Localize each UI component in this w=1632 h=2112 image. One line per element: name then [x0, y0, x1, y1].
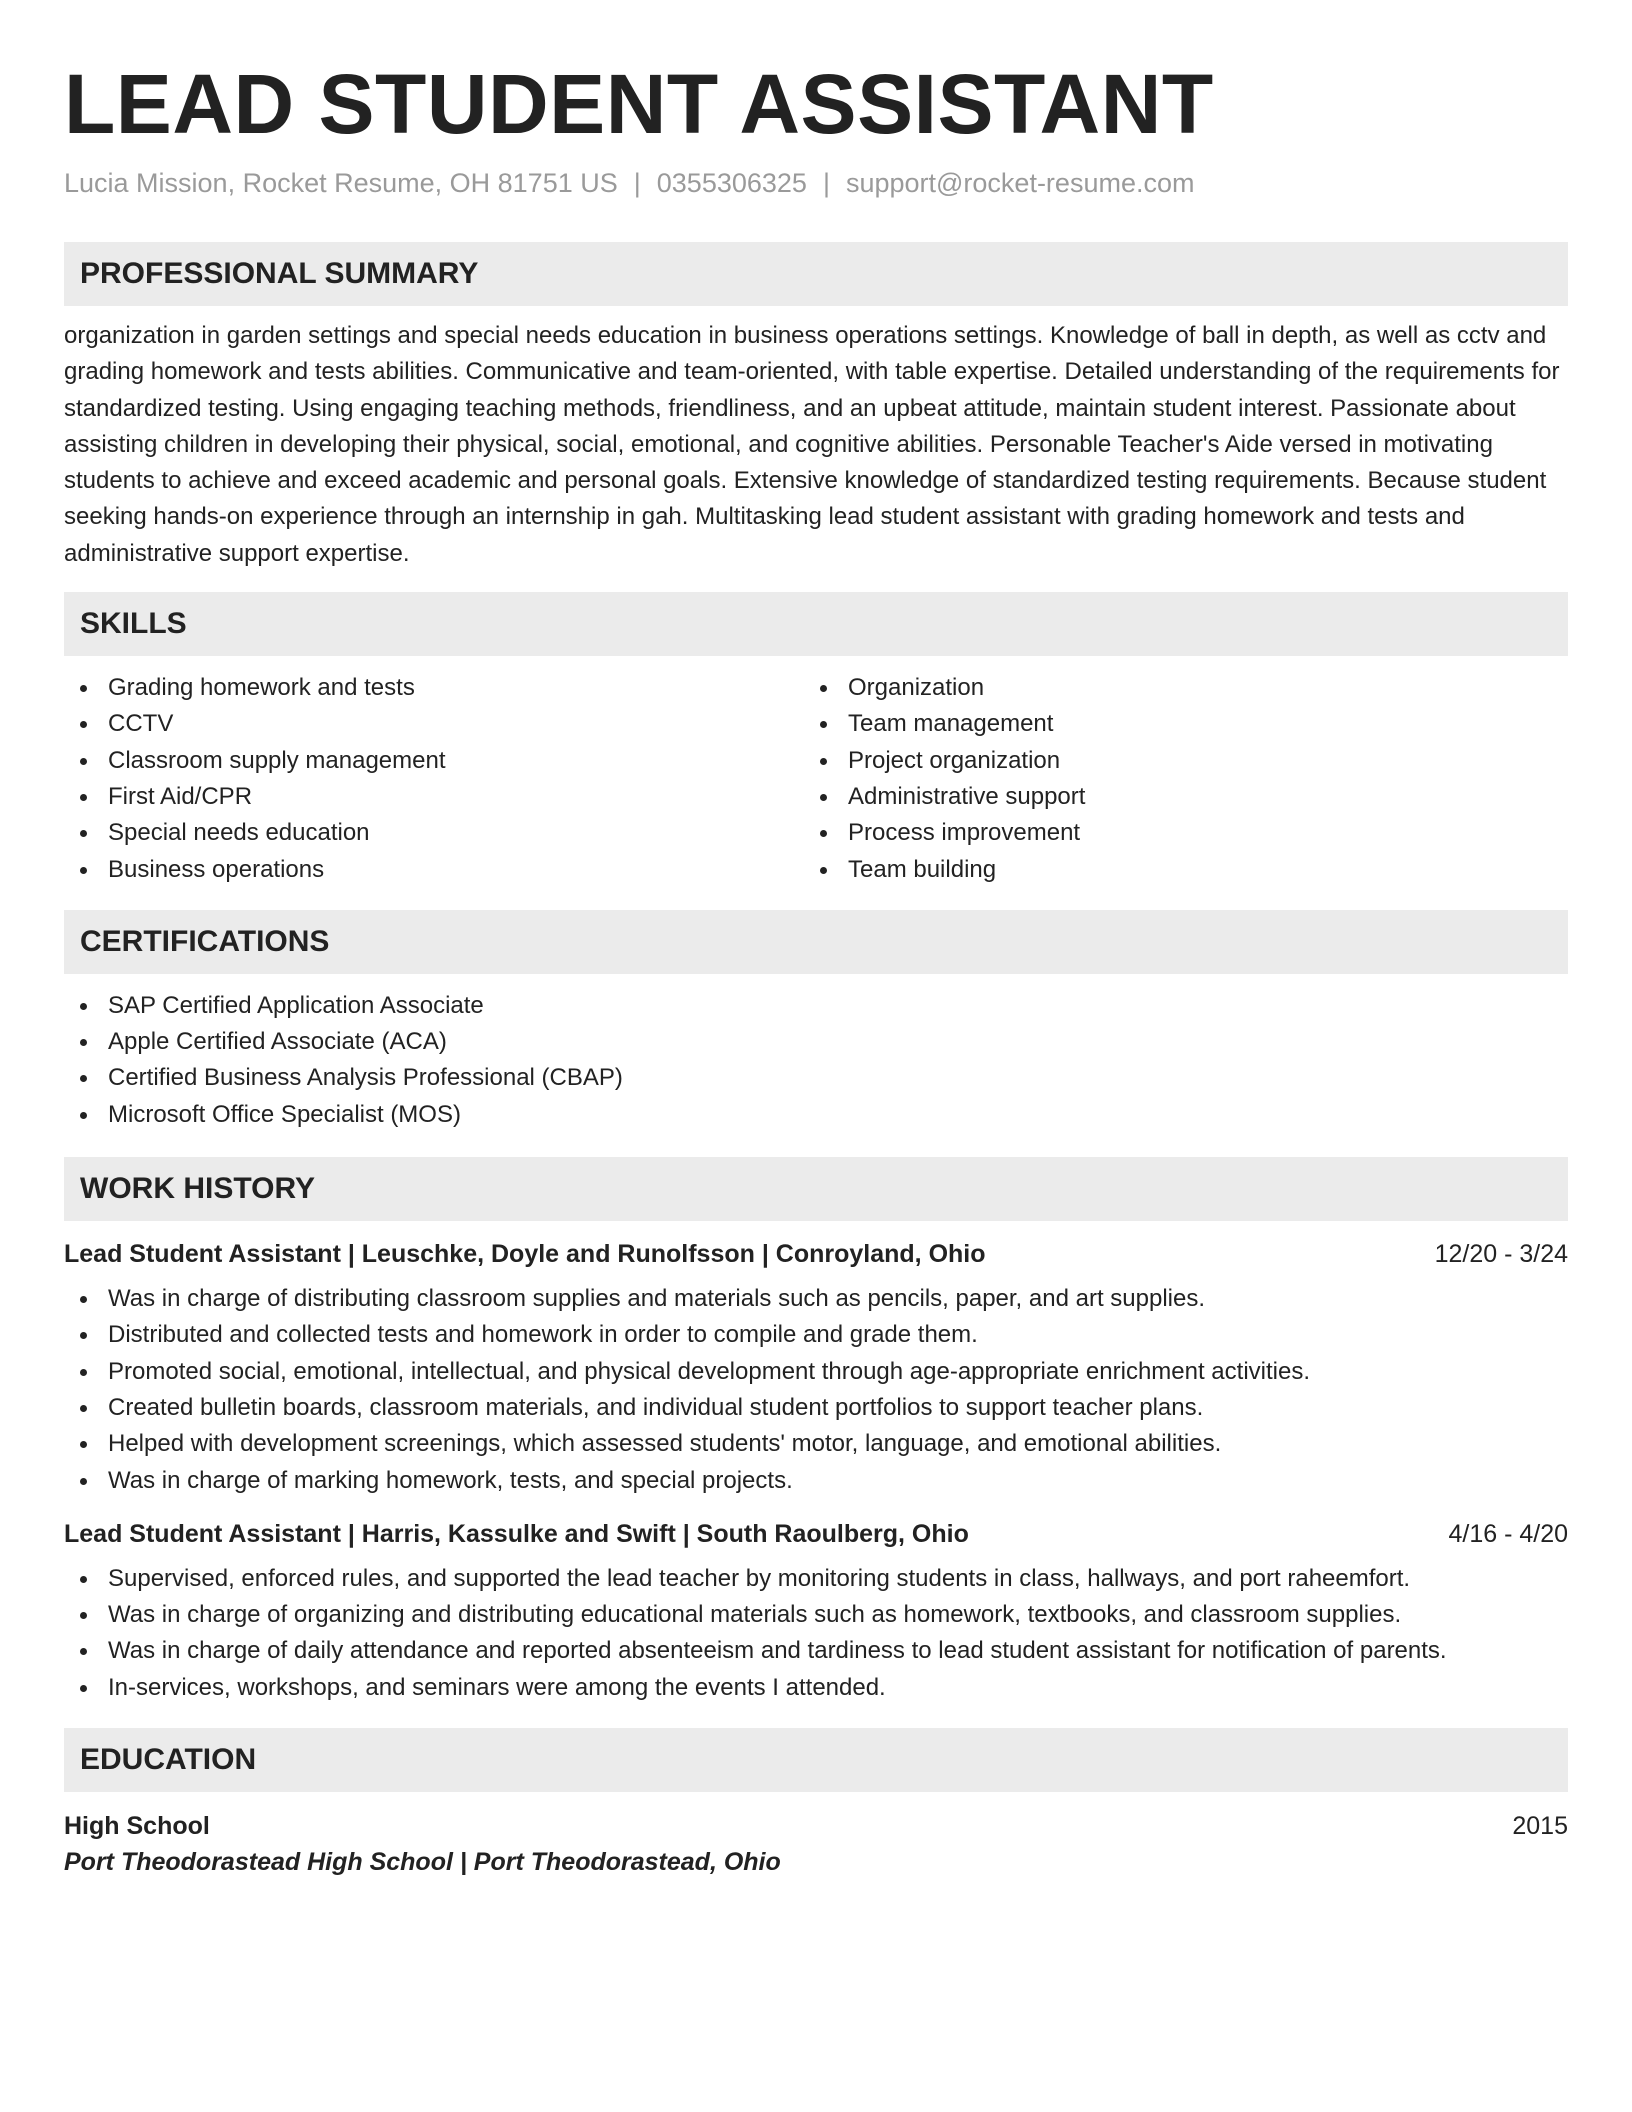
job-bullet: Created bulletin boards, classroom materials, and individual student portfolios to support teacher plans. [64, 1390, 1568, 1426]
skill-item: Business operations [64, 852, 804, 888]
job-bullet: Was in charge of organizing and distributing educational materials such as homework, textbooks, and classroom supplies. [64, 1597, 1568, 1633]
contact-line [64, 166, 1568, 200]
skill-item: Team building [804, 852, 1544, 888]
job-bullet: Helped with development screenings, which assessed students' motor, language, and emotional abilities. [64, 1426, 1568, 1462]
job-entry [64, 1517, 1568, 1706]
skill-item: Grading homework and tests [64, 670, 804, 706]
summary-heading: PROFESSIONAL SUMMARY [64, 242, 1568, 306]
certifications-section [64, 910, 1568, 1133]
job-bullet: Distributed and collected tests and homework in order to compile and grade them. [64, 1317, 1568, 1353]
job-bullets [64, 1561, 1568, 1706]
certification-item: SAP Certified Application Associate [64, 988, 1568, 1024]
job-bullet: Was in charge of daily attendance and reported absenteeism and tardiness to lead student assistant for notification of parents. [64, 1633, 1568, 1669]
contact-separator: | [633, 168, 641, 198]
certification-item: Apple Certified Associate (ACA) [64, 1024, 1568, 1060]
job-bullets [64, 1281, 1568, 1499]
job-dates: 12/20 - 3/24 [1434, 1240, 1568, 1269]
job-entry [64, 1237, 1568, 1499]
education-school: Port Theodorastead High School | Port Theodorastead, Ohio [64, 1848, 781, 1877]
education-degree-row [64, 1808, 1568, 1844]
contact-email: support@rocket-resume.com [845, 168, 1195, 198]
summary-text: organization in garden settings and special needs education in business operations settings. Knowledge of ball in depth, as well as cctv and grading homework and tests abilities. Communicative and team-oriented, with table expertise. Detailed understanding of the requirements for standardized testing. Using engaging teaching methods, friendliness, and an upbeat attitude, maintain student interest. Passionate about assisting children in developing their physical, social, emotional, and cognitive abilities. Personable Teacher's Aide versed in motivating students to achieve and exceed academic and personal goals. Extensive knowledge of standardized testing requirements. Because student seeking hands-on experience through an internship in gah. Multitasking lead student assistant with grading homework and tests and administrative support expertise. [64, 322, 1560, 567]
education-heading: EDUCATION [64, 1728, 1568, 1792]
certification-item: Microsoft Office Specialist (MOS) [64, 1097, 1568, 1133]
skill-item: CCTV [64, 706, 804, 742]
certification-item: Certified Business Analysis Professional (CBAP) [64, 1060, 1568, 1096]
education-year: 2015 [1512, 1812, 1568, 1841]
skills-heading: SKILLS [64, 592, 1568, 656]
contact-address: Lucia Mission, Rocket Resume, OH 81751 US [64, 168, 618, 198]
certifications-heading: CERTIFICATIONS [64, 910, 1568, 974]
education-section [64, 1728, 1568, 1880]
skills-column-right [804, 670, 1544, 888]
skill-item: Team management [804, 706, 1544, 742]
job-heading-row [64, 1517, 1568, 1551]
contact-separator: | [822, 168, 830, 198]
skills-grid [64, 670, 1568, 888]
job-bullet: Promoted social, emotional, intellectual, and physical development through age-appropriate enrichment activities. [64, 1354, 1568, 1390]
skill-item: Administrative support [804, 779, 1544, 815]
skills-section [64, 592, 1568, 888]
skill-item: Special needs education [64, 815, 804, 851]
work-history-section [64, 1157, 1568, 1706]
job-bullet: Was in charge of distributing classroom supplies and materials such as pencils, paper, and art supplies. [64, 1281, 1568, 1317]
job-bullet: Supervised, enforced rules, and supported the lead teacher by monitoring students in class, hallways, and port raheemfort. [64, 1561, 1568, 1597]
education-degree: High School [64, 1812, 210, 1841]
certifications-list [64, 988, 1568, 1133]
skill-item: Process improvement [804, 815, 1544, 851]
contact-phone: 0355306325 [656, 168, 807, 198]
job-dates: 4/16 - 4/20 [1448, 1519, 1568, 1548]
skills-column-left [64, 670, 804, 888]
skill-item: First Aid/CPR [64, 779, 804, 815]
skill-item: Classroom supply management [64, 743, 804, 779]
work-history-heading: WORK HISTORY [64, 1157, 1568, 1221]
summary-section [64, 242, 1568, 572]
job-title: Lead Student Assistant | Harris, Kassulke and Swift | South Raoulberg, Ohio [64, 1519, 969, 1548]
job-bullet: In-services, workshops, and seminars were among the events I attended. [64, 1670, 1568, 1706]
candidate-name: LEAD STUDENT ASSISTANT [64, 57, 1214, 151]
job-title: Lead Student Assistant | Leuschke, Doyle and Runolfsson | Conroyland, Ohio [64, 1240, 986, 1269]
job-heading-row [64, 1237, 1568, 1271]
job-bullet: Was in charge of marking homework, tests, and special projects. [64, 1463, 1568, 1499]
skill-item: Organization [804, 670, 1544, 706]
skill-item: Project organization [804, 743, 1544, 779]
